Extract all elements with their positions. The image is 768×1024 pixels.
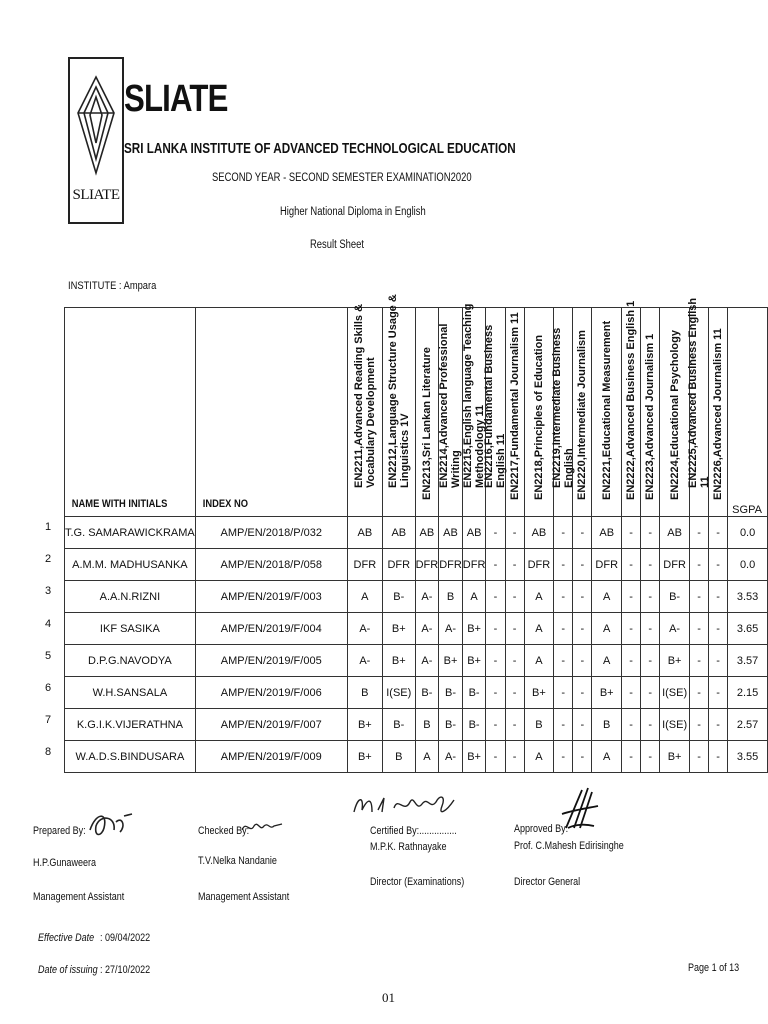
grade-cell: -	[554, 517, 573, 549]
grade-cell: B	[592, 709, 622, 741]
subject-header: EN2220,Intermediate Journalism	[573, 308, 592, 517]
grade-cell: A-	[347, 645, 382, 677]
certified-signature-icon	[350, 790, 460, 824]
grade-cell: B+	[462, 741, 486, 773]
grade-cell: B+	[439, 645, 463, 677]
grade-cell: -	[573, 741, 592, 773]
grade-cell: B+	[660, 645, 690, 677]
grade-cell: -	[689, 741, 708, 773]
grade-cell: A-	[439, 613, 463, 645]
table-row	[65, 741, 768, 773]
grade-cell: B	[415, 709, 439, 741]
approved-by-title: Director General	[514, 876, 581, 888]
grade-cell: -	[486, 645, 505, 677]
table-row	[65, 709, 768, 741]
grade-cell: -	[709, 645, 728, 677]
certified-by-title: Director (Examinations)	[370, 876, 465, 888]
grade-cell: DFR	[592, 549, 622, 581]
grade-cell: AB	[439, 517, 463, 549]
sgpa-column-header: SGPA	[728, 308, 768, 517]
grade-cell: B	[382, 741, 415, 773]
subject-header: EN2213,Sri Lankan Literature	[415, 308, 439, 517]
grade-cell: -	[486, 677, 505, 709]
course-title: Higher National Diploma in English	[280, 206, 426, 218]
grade-cell: -	[622, 581, 641, 613]
grade-cell: I(SE)	[382, 677, 415, 709]
student-name-cell: K.G.I.K.VIJERATHNA	[65, 709, 196, 741]
grade-cell: -	[554, 613, 573, 645]
index-number-cell: AMP/EN/2019/F/005	[195, 645, 347, 677]
subject-header: EN2218,Principles of Education	[524, 308, 554, 517]
grade-cell: -	[554, 677, 573, 709]
subject-header: EN2216,Fundamental Business English 11	[486, 308, 505, 517]
grade-cell: -	[641, 517, 660, 549]
issuing-date-label: Date of issuing	[38, 964, 98, 976]
grade-cell: B+	[462, 645, 486, 677]
grade-cell: -	[622, 709, 641, 741]
grade-cell: B	[347, 677, 382, 709]
grade-cell: -	[689, 549, 708, 581]
grade-cell: B-	[415, 677, 439, 709]
grade-cell: -	[486, 517, 505, 549]
grade-cell: DFR	[382, 549, 415, 581]
grade-cell: -	[622, 613, 641, 645]
grade-cell: -	[709, 709, 728, 741]
certified-by-label: Certified By:...............	[370, 825, 457, 837]
grade-cell: AB	[382, 517, 415, 549]
grade-cell: B	[524, 709, 554, 741]
grade-cell: -	[641, 709, 660, 741]
grade-cell: -	[505, 581, 524, 613]
sgpa-cell: 3.57	[728, 645, 768, 677]
grade-cell: A	[415, 741, 439, 773]
grade-cell: I(SE)	[660, 677, 690, 709]
prepared-by-label: Prepared By:	[33, 825, 86, 837]
student-name-cell: A.M.M. MADHUSANKA	[65, 549, 196, 581]
brand-title: SLIATE	[124, 78, 228, 120]
subject-header: EN2223,Advanced Journalism 1	[641, 308, 660, 517]
index-number-cell: AMP/EN/2019/F/003	[195, 581, 347, 613]
grade-cell: -	[486, 549, 505, 581]
grade-cell: A-	[439, 741, 463, 773]
grade-cell: A-	[415, 613, 439, 645]
sgpa-cell: 0.0	[728, 549, 768, 581]
grade-cell: -	[622, 517, 641, 549]
grade-cell: A-	[415, 581, 439, 613]
grade-cell: -	[689, 613, 708, 645]
exam-title: SECOND YEAR - SECOND SEMESTER EXAMINATION2020	[212, 172, 472, 184]
grade-cell: -	[573, 517, 592, 549]
index-number-cell: AMP/EN/2018/P/058	[195, 549, 347, 581]
grade-cell: -	[505, 517, 524, 549]
grade-cell: -	[505, 677, 524, 709]
subject-header: EN2219,Intermediate Business English	[554, 308, 573, 517]
grade-cell: A	[592, 581, 622, 613]
grade-cell: DFR	[462, 549, 486, 581]
student-name-cell: D.P.G.NAVODYA	[65, 645, 196, 677]
grade-cell: -	[505, 645, 524, 677]
results-table	[64, 294, 768, 773]
grade-cell: -	[554, 741, 573, 773]
index-number-cell: AMP/EN/2019/F/007	[195, 709, 347, 741]
subject-header: EN2222,Advanced Business English 1	[622, 308, 641, 517]
grade-cell: A	[524, 613, 554, 645]
grade-cell: DFR	[347, 549, 382, 581]
effective-date-value: : 09/04/2022	[100, 932, 151, 944]
grade-cell: -	[505, 549, 524, 581]
row-number: 4	[44, 617, 52, 630]
issuing-date-value: : 27/10/2022	[100, 964, 151, 976]
subject-header: EN2215,English language Teaching Methodology 11	[462, 308, 486, 517]
grade-cell: -	[573, 549, 592, 581]
grade-cell: -	[689, 517, 708, 549]
row-number: 6	[44, 682, 52, 694]
index-number-cell: AMP/EN/2019/F/009	[195, 741, 347, 773]
grade-cell: -	[622, 741, 641, 773]
grade-cell: B+	[347, 741, 382, 773]
sheet-title: Result Sheet	[310, 239, 365, 251]
grade-cell: A-	[660, 613, 690, 645]
checked-by-name: T.V.Nelka Nandanie	[198, 855, 277, 867]
approved-by-name: Prof. C.Mahesh Edirisinghe	[514, 840, 624, 852]
grade-cell: -	[689, 677, 708, 709]
page-mark: 01	[382, 990, 395, 1005]
approved-by-label: Approved By:	[514, 823, 569, 835]
grade-cell: -	[689, 581, 708, 613]
grade-cell: -	[641, 645, 660, 677]
grade-cell: -	[689, 709, 708, 741]
grade-cell: -	[573, 581, 592, 613]
subject-header: EN2226,Advanced Journalism 11	[709, 308, 728, 517]
grade-cell: -	[505, 613, 524, 645]
student-name-cell: IKF SASIKA	[65, 613, 196, 645]
grade-cell: A	[524, 645, 554, 677]
grade-cell: -	[641, 549, 660, 581]
student-name-cell: W.A.D.S.BINDUSARA	[65, 741, 196, 773]
grade-cell: B-	[382, 581, 415, 613]
institution-full-name: SRI LANKA INSTITUTE OF ADVANCED TECHNOLOGICAL EDUCATION	[124, 140, 516, 157]
subject-header: EN2221,Educational Measurement	[592, 308, 622, 517]
sgpa-cell: 3.65	[728, 613, 768, 645]
grade-cell: A	[524, 741, 554, 773]
table-row	[65, 645, 768, 677]
grade-cell: -	[622, 677, 641, 709]
grade-cell: A-	[415, 645, 439, 677]
checked-by-title: Management Assistant	[198, 891, 290, 903]
sgpa-cell: 0.0	[728, 517, 768, 549]
grade-cell: -	[709, 741, 728, 773]
institute-label: INSTITUTE : Ampara	[68, 280, 157, 292]
grade-cell: -	[573, 709, 592, 741]
grade-cell: -	[573, 677, 592, 709]
subject-header: EN2214,Advanced Professional Writing	[439, 308, 463, 517]
grade-cell: -	[622, 549, 641, 581]
prepared-by-name: H.P.Gunaweera	[33, 857, 97, 869]
grade-cell: -	[554, 581, 573, 613]
grade-cell: A	[347, 581, 382, 613]
row-number: 1	[44, 521, 52, 533]
table-row	[65, 517, 768, 549]
grade-cell: B+	[462, 613, 486, 645]
table-header-row	[65, 308, 768, 517]
grade-cell: A-	[347, 613, 382, 645]
sgpa-cell: 3.53	[728, 581, 768, 613]
grade-cell: B-	[660, 581, 690, 613]
grade-cell: A	[524, 581, 554, 613]
sliate-logo	[68, 57, 124, 224]
grade-cell: -	[689, 645, 708, 677]
grade-cell: -	[486, 741, 505, 773]
checked-by-label: Checked By:	[198, 825, 250, 837]
grade-cell: -	[554, 645, 573, 677]
grade-cell: -	[486, 581, 505, 613]
grade-cell: -	[554, 709, 573, 741]
page-indicator: Page 1 of 13	[688, 962, 740, 974]
grade-cell: -	[641, 677, 660, 709]
grade-cell: AB	[462, 517, 486, 549]
grade-cell: DFR	[415, 549, 439, 581]
index-number-cell: AMP/EN/2018/P/032	[195, 517, 347, 549]
row-number: 8	[44, 746, 52, 759]
grade-cell: AB	[524, 517, 554, 549]
index-number-cell: AMP/EN/2019/F/004	[195, 613, 347, 645]
grade-cell: A	[592, 741, 622, 773]
grade-cell: B-	[462, 709, 486, 741]
index-number-cell: AMP/EN/2019/F/006	[195, 677, 347, 709]
certified-by-name: M.P.K. Rathnayake	[370, 841, 447, 853]
grade-cell: A	[592, 613, 622, 645]
grade-cell: B-	[382, 709, 415, 741]
index-column-header: INDEX NO	[195, 308, 347, 517]
grade-cell: -	[486, 709, 505, 741]
grade-cell: B-	[439, 677, 463, 709]
subject-header: EN2217,Fundamental Journalism 11	[505, 308, 524, 517]
grade-cell: -	[641, 741, 660, 773]
grade-cell: -	[709, 677, 728, 709]
grade-cell: -	[641, 613, 660, 645]
grade-cell: AB	[415, 517, 439, 549]
subject-header: EN2225,Advanced Business English 11	[689, 308, 708, 517]
prepared-by-title: Management Assistant	[33, 891, 125, 903]
grade-cell: DFR	[524, 549, 554, 581]
grade-cell: AB	[592, 517, 622, 549]
grade-cell: AB	[347, 517, 382, 549]
prepared-signature-icon	[86, 808, 136, 842]
grade-cell: DFR	[660, 549, 690, 581]
row-number: 2	[44, 553, 52, 566]
sgpa-cell: 2.57	[728, 709, 768, 741]
sgpa-cell: 3.55	[728, 741, 768, 773]
table-row	[65, 581, 768, 613]
table-row	[65, 549, 768, 581]
grade-cell: B-	[439, 709, 463, 741]
name-column-header: NAME WITH INITIALS	[65, 308, 196, 517]
grade-cell: -	[554, 549, 573, 581]
grade-cell: -	[573, 613, 592, 645]
row-number: 3	[44, 585, 52, 598]
grade-cell: B+	[382, 613, 415, 645]
student-name-cell: W.H.SANSALA	[65, 677, 196, 709]
grade-cell: B-	[462, 677, 486, 709]
row-number: 5	[44, 649, 52, 662]
grade-cell: A	[462, 581, 486, 613]
grade-cell: -	[709, 517, 728, 549]
grade-cell: B+	[524, 677, 554, 709]
grade-cell: AB	[660, 517, 690, 549]
grade-cell: -	[709, 581, 728, 613]
sgpa-cell: 2.15	[728, 677, 768, 709]
grade-cell: -	[573, 645, 592, 677]
grade-cell: B+	[382, 645, 415, 677]
grade-cell: DFR	[439, 549, 463, 581]
grade-cell: -	[709, 549, 728, 581]
diamond-emblem-icon	[74, 73, 118, 183]
grade-cell: -	[622, 645, 641, 677]
grade-cell: A	[592, 645, 622, 677]
grade-cell: -	[641, 581, 660, 613]
grade-cell: B+	[592, 677, 622, 709]
subject-header: EN2224,Educational Psychology	[660, 308, 690, 517]
grade-cell: -	[505, 741, 524, 773]
grade-cell: -	[486, 613, 505, 645]
effective-date-label: Effective Date	[38, 932, 95, 944]
grade-cell: I(SE)	[660, 709, 690, 741]
grade-cell: B+	[660, 741, 690, 773]
student-name-cell: A.A.N.RIZNI	[65, 581, 196, 613]
grade-cell: -	[709, 613, 728, 645]
subject-header: EN2212,Language Structure Usage & Linguistics 1V	[382, 308, 415, 517]
table-row	[65, 613, 768, 645]
student-name-cell: T.G. SAMARAWICKRAMA	[65, 517, 196, 549]
row-number: 7	[44, 714, 52, 727]
subject-header: EN2211,Advanced Reading Skills & Vocabulary Development	[347, 308, 382, 517]
grade-cell: B	[439, 581, 463, 613]
table-row	[65, 677, 768, 709]
logo-caption: SLIATE	[72, 187, 120, 203]
grade-cell: B+	[347, 709, 382, 741]
grade-cell: -	[505, 709, 524, 741]
